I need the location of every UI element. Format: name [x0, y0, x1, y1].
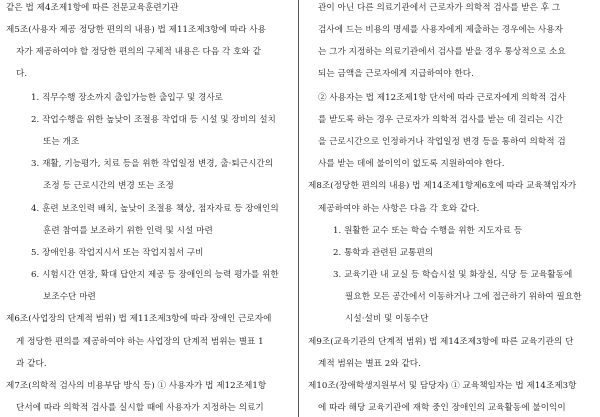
text-line: 검사에 드는 비용의 명세를 사용자에게 제출하는 경우에는 사용자 — [318, 25, 563, 35]
text-line: 계적 범위는 별표 2와 같다. — [318, 359, 421, 369]
text-line: 을 근로시간으로 인정하거나 작업일정 변경 등을 통하여 의학적 검 — [318, 137, 566, 147]
paragraph-2: ② 사용자는 법 제12조제1항 단서에 따라 근로자에게 의학적 검사 — [318, 93, 566, 103]
text-line: 에 따라 해당 교육기관에 재학 중인 장애인의 교육활동에 불이익이 — [318, 403, 566, 413]
article-5-heading: 제5조(사용자 제공 정당한 편의의 내용) 법 제11조제3항에 따라 사용 — [6, 25, 266, 35]
list-item: 2. 통학과 관련된 교통편의 — [333, 248, 434, 258]
list-item: 1. 원활한 교수 또는 학습 수행을 위한 지도자료 등 — [333, 226, 523, 236]
text-line: 자가 제공하여야 할 정당한 편의의 구체적 내용은 다음 각 호와 같 — [16, 47, 261, 57]
article-10-heading: 제10조(장애학생지원부서 및 담당자) ① 교육책임자는 법 제14조제3항 — [308, 381, 577, 391]
text-line: 제공하여야 하는 사항은 다음 각 호와 같다. — [318, 204, 480, 214]
text-line: 게 정당한 편의를 제공하여야 하는 사업장의 단계적 범위는 별표 1 — [16, 337, 264, 347]
list-item: 2. 작업수행을 위한 높낮이 조절용 작업대 등 시설 및 장비의 설치 — [31, 115, 276, 125]
text-line: 다. — [16, 69, 28, 79]
text-line: 되는 금액을 근로자에게 지급하여야 한다. — [318, 69, 474, 79]
text-line: 같은 법 제4조제1항에 따른 전문교육훈련기관 — [6, 3, 179, 13]
text-line: 과 같다. — [16, 359, 47, 369]
article-7-heading: 제7조(의학적 검사의 비용부담 방식 등) ① 사용자가 법 제12조제1항 — [6, 381, 267, 391]
article-6-heading: 제6조(사업장의 단계적 범위) 법 제11조제3항에 따라 장애인 근로자에 — [6, 314, 272, 324]
article-9-heading: 제9조(교육기관의 단계적 범위) 법 제14조제3항에 따른 교육기관의 단 — [308, 337, 574, 347]
text-line: 보조수단 마련 — [43, 292, 96, 302]
list-item: 1. 직무수행 장소까지 출입가능한 출입구 및 경사로 — [31, 93, 224, 103]
text-line: 조정 등 근로시간의 변경 또는 조정 — [43, 181, 174, 191]
article-8-heading: 제8조(정당한 편의의 내용) 법 제14조제1항제6호에 따라 교육책임자가 — [308, 181, 577, 191]
text-line: 또는 개조 — [43, 137, 80, 147]
text-line: 필요한 모든 공간에서 이동하거나 그에 접근하기 위하여 필요한 — [345, 292, 582, 302]
text-line: 를 받도록 하는 경우 근로자가 의학적 검사를 받는 데 걸리는 시간 — [318, 115, 563, 125]
list-item: 3. 교육기관 내 교실 등 학습시설 및 화장실, 식당 등 교육활동에 — [333, 270, 573, 280]
text-line: 단서에 따라 의학적 검사를 실시할 때에 사용자가 지정하는 의료기 — [16, 403, 264, 413]
list-item: 4. 훈련 보조인력 배치, 높낮이 조절용 책상, 점자자료 등 장애인의 — [31, 204, 279, 214]
text-line: 는 그가 지정하는 의료기관에서 검사를 받을 경우 통상적으로 소요 — [318, 47, 566, 57]
text-line: 시설·설비 및 이동수단 — [345, 314, 429, 324]
list-item: 5. 장애인용 작업지시서 또는 작업지침서 구비 — [31, 248, 204, 258]
text-line: 훈련 참여를 보조하기 위한 인력 및 시설 마련 — [43, 226, 213, 236]
text-line: 사를 받는 데에 불이익이 없도록 지원하여야 한다. — [318, 159, 505, 169]
text-line: 관이 아닌 다른 의료기관에서 근로자가 의학적 검사를 받은 후 그 — [318, 3, 561, 13]
list-item: 6. 시험시간 연장, 확대 답안지 제공 등 장애인의 능력 평가를 위한 — [31, 270, 279, 280]
list-item: 3. 재활, 기능평가, 치료 등을 위한 작업일정 변경, 출·퇴근시간의 — [31, 159, 274, 169]
